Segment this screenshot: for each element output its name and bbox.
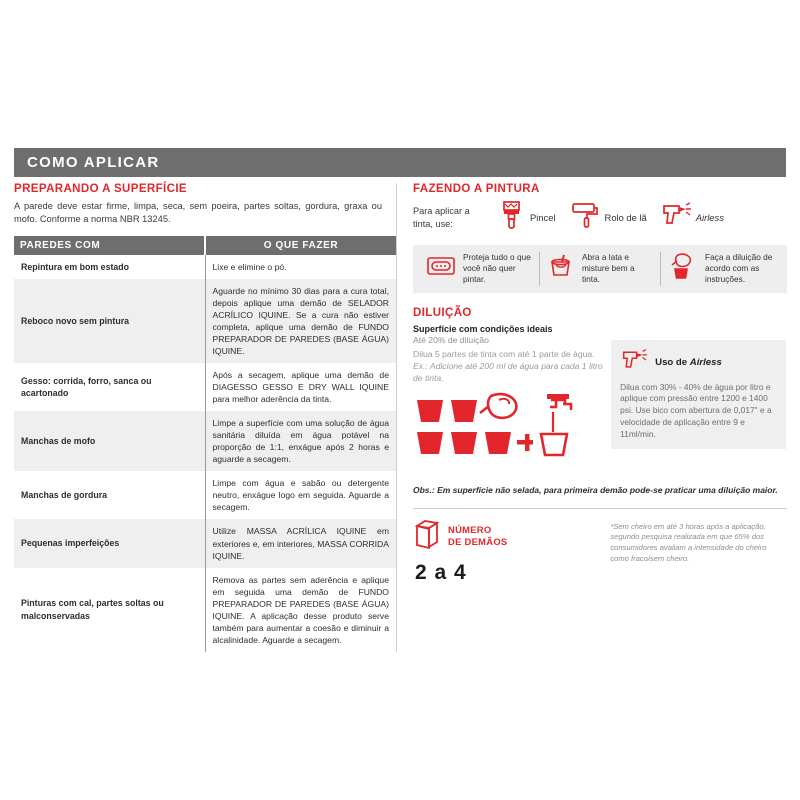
coats-value: 2 a 4: [415, 560, 467, 584]
left-column: [14, 183, 396, 652]
airless-box: [611, 340, 786, 450]
dilution-ideal-body-text: Dilua 5 partes de tinta com até 1 parte de água.: [413, 348, 595, 359]
dilution-wrap: [413, 324, 786, 475]
cell-condition: Repintura em bom estado: [14, 255, 205, 279]
dilution-ideal-block: [413, 324, 605, 475]
dilution-ideal-body: [413, 348, 603, 384]
airless-title: [655, 357, 722, 368]
cell-action: Lixe e elimine o pó.: [205, 255, 396, 279]
table-row: [14, 568, 396, 652]
tips-strip: [413, 245, 787, 293]
paint-cans-stack-icon: [413, 518, 441, 555]
table-header-row: [14, 236, 396, 255]
dilution-ideal-body-example: Ex.: Adicione até 200 ml de água para cada 1 litro de tinta.: [413, 360, 603, 383]
cell-condition: Reboco novo sem pintura: [14, 279, 205, 363]
tip-protect: [419, 252, 539, 286]
table-row: [14, 363, 396, 411]
airless-title-text: Uso de: [655, 356, 690, 368]
apply-tools-lead: Para aplicar a tinta, use:: [413, 206, 470, 229]
tool-label-pincel: Pincel: [530, 212, 556, 223]
tip-mix: [539, 252, 660, 286]
airless-head: [620, 348, 777, 377]
cell-condition: Pinturas com cal, partes soltas ou malconservadas: [14, 568, 205, 652]
table-body: [14, 255, 396, 652]
coats-label-line2: DE DEMÃOS: [448, 536, 508, 548]
page-title: COMO APLICAR: [27, 154, 160, 171]
spray-gun-icon-small: [620, 348, 648, 377]
table-row: [14, 255, 396, 279]
divider: [413, 508, 787, 509]
dilution-ideal-percent: Até 20% de diluição: [413, 334, 489, 345]
preparing-surface-intro: A parede deve estar firme, limpa, seca, sem poeira, partes soltas, gordura, graxa ou mofo. Conforme a norma NBR 13245.: [14, 201, 382, 224]
right-column: [396, 183, 786, 652]
table-row: [14, 471, 396, 519]
dilution-note: Obs.: Em superfície não selada, para primeira demão pode-se praticar uma diluição maior.: [413, 484, 778, 495]
cell-condition: Manchas de mofo: [14, 411, 205, 471]
coats-row: [413, 518, 786, 585]
paint-roller-icon: [570, 200, 600, 235]
plus-sign-graphic: [517, 434, 533, 451]
paint-can-stir-icon: [547, 253, 575, 284]
coats-label: [448, 524, 507, 548]
dilution-title: DILUIÇÃO: [413, 306, 472, 319]
cell-action: Limpe a superfície com uma solução de água sanitária diluída em água potável na proporção de 1:1, enxágue após 2 horas e aguarde a secagem.: [205, 411, 396, 471]
table-row: [14, 519, 396, 567]
preparing-surface-title: PREPARANDO A SUPERFÍCIE: [14, 183, 187, 195]
tool-label-rolo: Rolo de lã: [604, 212, 647, 223]
cell-condition: Manchas de gordura: [14, 471, 205, 519]
paintbrush-icon: [499, 200, 525, 235]
tip-text-dilute: Faça a diluição de acordo com as instruções.: [705, 252, 773, 285]
content-columns: [14, 183, 786, 652]
column-header-condition: PAREDES COM: [14, 236, 205, 255]
dilution-ideal-title: Superfície com condições ideais: [413, 323, 553, 334]
airless-body: Dilua com 30% - 40% de água por litro e aplique com pressão entre 1200 e 1400 psi. Use bico com abertura de 0,017" e a velocidade de aplicação entre 9 e 11ml/min.: [620, 381, 772, 440]
tip-text-mix: Abra a lata e misture bem a tinta.: [582, 252, 635, 285]
preparation-table: [14, 236, 396, 652]
tool-label-airless: Airless: [695, 212, 724, 223]
tip-text-protect: Proteja tudo o que você não quer pintar.: [463, 252, 531, 285]
cell-action: Aguarde no mínimo 30 dias para a cura total, depois aplique uma demão de SELADOR ACRÍLICO IQUINE. Se a cura não estiver completa, aplique uma demão de FUNDO PREPARADOR DE PAREDES (BASE ÁGUA) IQUINE.: [205, 279, 396, 363]
spray-gun-icon: [661, 201, 691, 234]
tool-rolo: [570, 200, 647, 235]
tool-airless: [661, 201, 724, 234]
table-row: [14, 411, 396, 471]
tip-dilute: [660, 252, 781, 286]
buckets-svg: [411, 390, 603, 466]
cell-action: Utilize MASSA ACRÍLICA IQUINE em exteriores e, em interiores, MASSA CORRIDA IQUINE.: [205, 519, 396, 567]
cell-condition: Gesso: corrida, forro, sanca ou acartonado: [14, 363, 205, 411]
coats-footnote: *Sem cheiro em até 3 horas após a aplicação, segundo pesquisa realizada em que 65% dos consumidores avaliam a intensidade do cheiro como fraco/sem cheiro.: [610, 521, 767, 563]
cell-action: Remova as partes sem aderência e aplique em seguida uma demão de FUNDO PREPARADOR DE PAREDES (BASE ÁGUA) IQUINE. A aplicação desse produto serve também para aumentar a coesão e diminuir a alcalinidade. Aguarde a secagem.: [205, 568, 396, 652]
cell-action: Limpe com água e sabão ou detergente neutro, enxágue logo em seguida. Aguarde a secagem.: [205, 471, 396, 519]
coats-label-line1: NÚMERO: [448, 524, 492, 536]
table-row: [14, 279, 396, 363]
cell-condition: Pequenas imperfeições: [14, 519, 205, 567]
tool-pincel: [499, 200, 556, 235]
column-header-action: O QUE FAZER: [205, 236, 396, 255]
masking-tape-icon: [426, 254, 456, 283]
coats-head: [413, 518, 604, 555]
cell-action: Após a secagem, aplique uma demão de DIAGESSO GESSO E DRY WALL IQUINE para melhor aderência da tinta.: [205, 363, 396, 411]
section-header-bar: [14, 148, 786, 177]
dilution-ratio-graphic: [411, 390, 605, 471]
pour-bucket-icon: [668, 252, 698, 285]
airless-title-emphasis: Airless: [689, 356, 722, 368]
apply-tools-row: [413, 200, 786, 235]
table-head: [14, 236, 396, 255]
painting-title: FAZENDO A PINTURA: [413, 183, 540, 195]
coats-block: [413, 518, 604, 585]
